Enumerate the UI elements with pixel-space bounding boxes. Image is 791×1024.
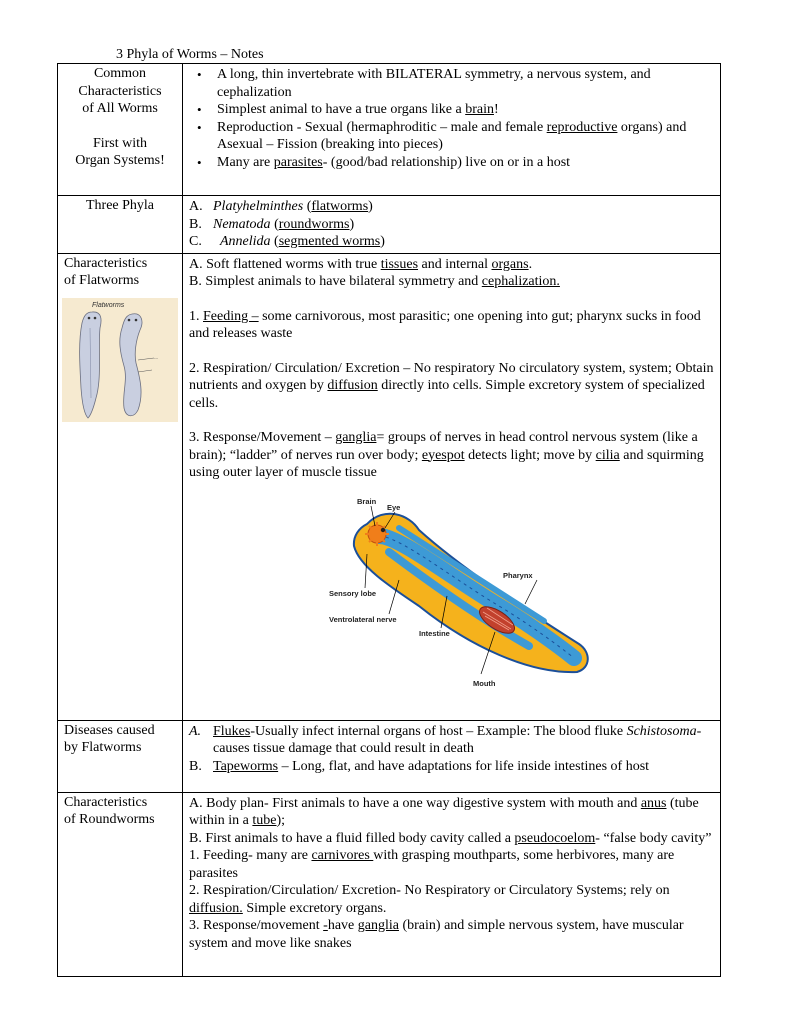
text: 2. Respiration/Circulation/ Excretion- No Respiratory or Circulatory Systems; rely on: [189, 883, 670, 898]
underlined-term: parasites: [273, 154, 323, 170]
underlined-term: reproductive: [546, 119, 618, 135]
phylum-c: C. Annelida (segmented worms): [189, 234, 385, 249]
underlined-term: tissues: [380, 256, 419, 272]
roundworm-respiration: [189, 882, 714, 917]
text: have: [327, 918, 358, 933]
flatworm-respiration: [189, 360, 714, 413]
label-flatworm-characteristics: [58, 253, 183, 720]
label-line: by Flatworms: [64, 740, 142, 755]
label-eye: Eye: [387, 502, 401, 512]
underlined-term: pseudocoelom: [514, 830, 596, 846]
label-pharynx: Pharynx: [503, 570, 533, 580]
label-ventrolateral-nerve: Ventrolateral nerve: [329, 614, 397, 624]
species-name: Schistosoma: [626, 723, 697, 739]
bullet-text: A long, thin invertebrate with BILATERAL symmetry, a nervous system, and cephalization: [217, 67, 651, 100]
content-flatworm-characteristics: [183, 253, 721, 720]
phylum-b: B. Nematoda (roundworms): [189, 216, 355, 232]
flatworm-point-a: [189, 256, 714, 274]
roundworm-movement: [189, 917, 714, 952]
label-line: Three Phyla: [85, 198, 155, 213]
underlined-term: ganglia: [357, 918, 399, 933]
label-line: of All Worms: [82, 101, 158, 116]
underlined-term: Tapeworms: [213, 758, 279, 774]
text: B. Simplest animals to have bilateral symmetry and: [189, 274, 482, 289]
page-title: 3 Phyla of Worms – Notes: [116, 47, 264, 62]
row-three-phyla: [58, 196, 721, 254]
label-brain: Brain: [357, 496, 377, 506]
text: B. First animals to have a fluid filled body cavity called a: [189, 830, 515, 846]
text: - causes tissue damage that could result in death: [213, 723, 702, 756]
text: detects light; move by: [464, 447, 596, 463]
label-sensory-lobe: Sensory lobe: [329, 588, 377, 598]
text: .: [528, 256, 533, 272]
underlined-term: brain: [465, 102, 494, 117]
text: Simple excretory organs.: [242, 900, 387, 916]
label-line: Diseases caused: [64, 722, 155, 738]
row-common-characteristics: [58, 64, 721, 196]
list-key: C.: [189, 234, 202, 249]
text: -Usually infect internal organs of host – Example: The blood fluke: [250, 723, 627, 739]
underlined-term: diffusion: [327, 378, 378, 393]
content-flatworm-diseases: [183, 720, 721, 792]
text: 3. Response/movement: [189, 918, 324, 933]
bullet-item: [217, 101, 714, 119]
label-roundworm-characteristics: [58, 792, 183, 976]
text: A. Body plan- First animals to have a one way digestive system with mouth and: [189, 795, 641, 811]
text: – Long, flat, and have adaptations for life inside intestines of host: [278, 758, 650, 774]
text: (brain) and simple nervous system, have muscular system and move like snakes: [189, 918, 684, 951]
text: directly into cells. Simple excretory system of specialized cells.: [189, 378, 705, 411]
underlined-term: cilia: [595, 447, 620, 463]
list-key: B.: [189, 758, 202, 774]
text: 3. Response/Movement –: [189, 430, 336, 445]
bullet-text: !: [493, 102, 499, 117]
list-key: A.: [189, 199, 203, 214]
photo-caption: Flatworms: [92, 301, 125, 309]
content-roundworm-characteristics: [183, 792, 721, 976]
text: and squirming using outer layer of muscle tissue: [189, 447, 704, 480]
roundworm-point-b: [189, 830, 714, 848]
text: with grasping mouthparts, some herbivores, many are parasites: [189, 848, 675, 881]
svg-text:---: ---: [154, 354, 158, 360]
planarian-diagram: [329, 496, 599, 696]
text: - “false body cavity”: [595, 830, 712, 846]
underlined-term: diffusion.: [189, 900, 243, 916]
label-line: Characteristics: [78, 83, 162, 99]
roundworm-point-a: [189, 795, 714, 830]
label-line: Common: [93, 66, 147, 81]
bullet-text: Many are: [217, 154, 274, 170]
text: 1. Feeding- many are: [189, 848, 312, 863]
underlined-term: flatworms: [311, 199, 369, 214]
underlined-term: segmented worms: [278, 234, 381, 249]
underlined-term: Feeding –: [203, 308, 259, 324]
row-flatworm-characteristics: [58, 253, 721, 720]
label-flatworm-diseases: [58, 720, 183, 792]
list-key: A.: [189, 723, 202, 739]
label-line: [60, 118, 180, 135]
phylum-name: Platyhelminthes: [213, 199, 304, 214]
bullet-item: [217, 66, 714, 101]
label-common-characteristics: [58, 64, 183, 196]
list-key: B.: [189, 216, 202, 232]
underlined-term: -: [323, 918, 328, 933]
label-line: of Roundworms: [64, 812, 155, 827]
flatworm-photo: [62, 298, 178, 422]
phylum-a: A. Platyhelminthes (flatworms): [189, 199, 373, 214]
bullet-item: [217, 154, 714, 172]
text: 1.: [189, 308, 203, 324]
content-common-characteristics: [183, 64, 721, 196]
text: A. Soft flattened worms with true: [189, 256, 381, 272]
text: = groups of nerves in head control nervous system (like a brain); “ladder” of nerves run over body;: [189, 430, 698, 463]
text: 2. Respiration/ Circulation/ Excretion – No respiratory No circulatory system, system; Obtain nutrients and oxygen by: [189, 360, 714, 393]
disease-flukes: [189, 723, 714, 758]
underlined-term: tube: [252, 813, 277, 828]
row-roundworm-characteristics: [58, 792, 721, 976]
roundworm-feeding: [189, 847, 714, 882]
underlined-term: eyespot: [421, 447, 465, 463]
flatworm-feeding: [189, 308, 714, 343]
underlined-term: Flukes: [213, 723, 251, 739]
row-flatworm-diseases: [58, 720, 721, 792]
content-three-phyla: [183, 196, 721, 254]
phylum-name: Annelida: [220, 234, 271, 249]
label-line: Organ Systems!: [75, 153, 165, 168]
underlined-term: anus: [640, 795, 667, 811]
label-mouth: Mouth: [473, 678, 496, 688]
underlined-term: ganglia: [335, 430, 377, 445]
bullet-item: [217, 119, 714, 154]
phylum-name: Nematoda: [213, 216, 271, 232]
text: );: [276, 813, 286, 828]
underlined-term: cephalization.: [481, 274, 560, 289]
underlined-term: carnivores: [311, 848, 374, 863]
underlined-term: organs: [491, 256, 529, 272]
label-line: of Flatworms: [64, 273, 140, 288]
bullet-text: organs) and Asexual – Fission (breaking into pieces): [217, 119, 687, 152]
flatworm-point-b: [189, 273, 714, 291]
disease-tapeworms: [189, 758, 714, 776]
label-line: First with: [92, 135, 148, 151]
flatworm-movement: [189, 429, 714, 482]
bullet-list: [189, 66, 714, 171]
notes-table: [57, 63, 721, 977]
label-line: Characteristics: [64, 255, 148, 271]
bullet-text: Reproduction - Sexual (hermaphroditic – male and female: [217, 119, 547, 135]
bullet-text: - (good/bad relationship) live on or in a host: [322, 154, 571, 170]
label-intestine: Intestine: [419, 628, 450, 638]
text: some carnivorous, most parasitic; one opening into gut; pharynx sucks in food and releases waste: [189, 308, 701, 341]
label-three-phyla: [58, 196, 183, 254]
label-line: Characteristics: [64, 794, 148, 810]
text: and internal: [418, 256, 492, 272]
underlined-term: roundworms: [278, 216, 350, 232]
bullet-text: Simplest animal to have a true organs like a: [217, 102, 466, 117]
text: (tube within in a: [189, 795, 699, 828]
